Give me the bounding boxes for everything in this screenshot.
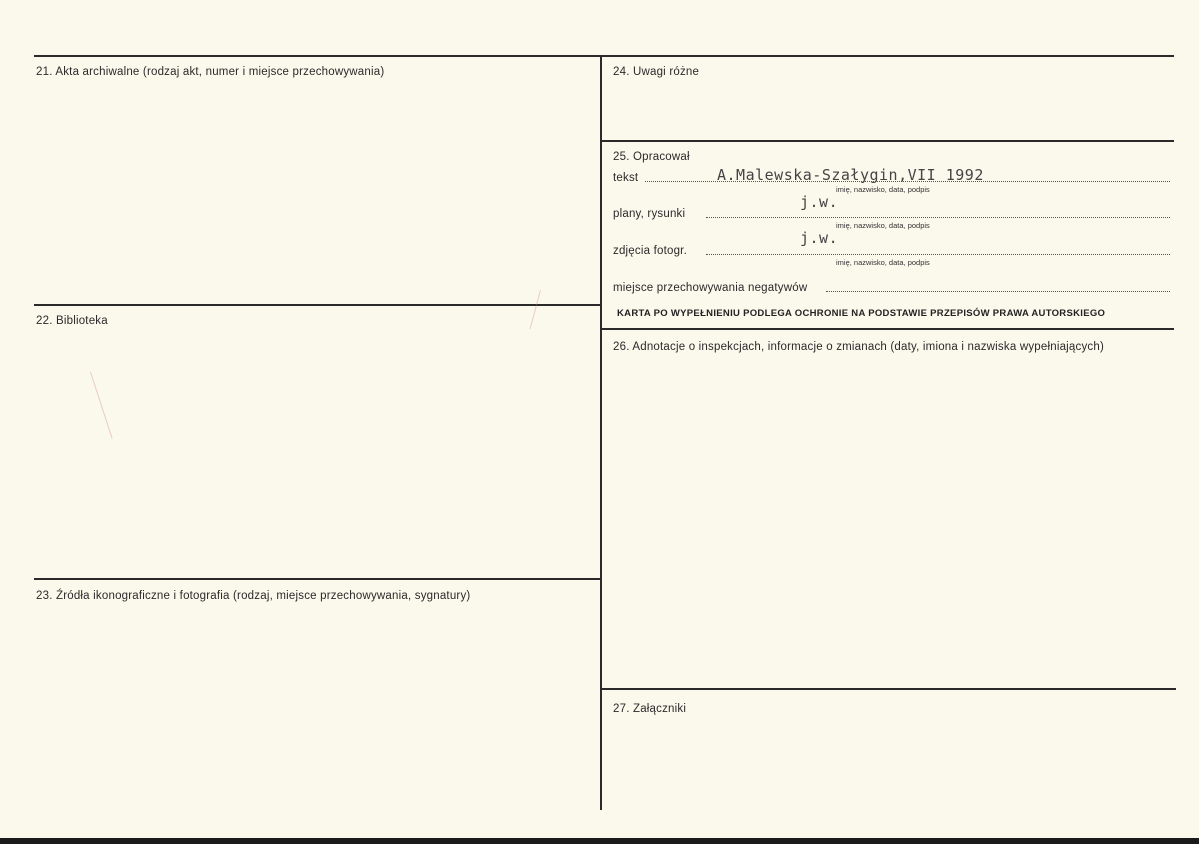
rule-below-26 (601, 688, 1176, 690)
rule-below-22 (34, 578, 601, 580)
tekst-caption: imię, nazwisko, data, podpis (836, 185, 930, 194)
plany-caption: imię, nazwisko, data, podpis (836, 221, 930, 230)
rule-below-24 (601, 140, 1174, 142)
zdjecia-value: j.w. (800, 229, 839, 247)
field-23-label: 23. Źródła ikonograficzne i fotografia (rodzaj, miejsce przechowywania, sygnatury) (36, 590, 471, 602)
field-25-label: 25. Opracował (613, 151, 690, 163)
plany-label: plany, rysunki (613, 208, 686, 220)
negatives-location-dotted-line (826, 291, 1170, 292)
field-22-label: 22. Biblioteka (36, 315, 108, 327)
tekst-value: A.Malewska-Szałygin,VII 1992 (717, 166, 984, 184)
tekst-label: tekst (613, 172, 639, 184)
field-21-label: 21. Akta archiwalne (rodzaj akt, numer i miejsce przechowywania) (36, 66, 385, 78)
rule-below-notice (601, 328, 1174, 330)
rule-below-21 (34, 304, 601, 306)
field-27-label: 27. Załączniki (613, 703, 687, 715)
center-divider (600, 55, 602, 810)
stray-pen-mark (90, 372, 113, 439)
zdjecia-dotted-line (706, 254, 1170, 255)
field-24-label: 24. Uwagi różne (613, 66, 700, 78)
zdjecia-caption: imię, nazwisko, data, podpis (836, 258, 930, 267)
top-rule (34, 55, 1174, 57)
plany-value: j.w. (800, 193, 839, 211)
negatives-location-label: miejsce przechowywania negatywów (613, 282, 808, 294)
field-26-label: 26. Adnotacje o inspekcjach, informacje o zmianach (daty, imiona i nazwiska wypełniających) (613, 341, 1104, 353)
zdjecia-label: zdjęcia fotogr. (613, 245, 687, 257)
stray-pen-mark (530, 290, 541, 329)
scan-bottom-edge (0, 838, 1199, 844)
plany-dotted-line (706, 217, 1170, 218)
copyright-notice: KARTA PO WYPEŁNIENIU PODLEGA OCHRONIE NA PODSTAWIE PRZEPISÓW PRAWA AUTORSKIEGO (617, 308, 1106, 319)
